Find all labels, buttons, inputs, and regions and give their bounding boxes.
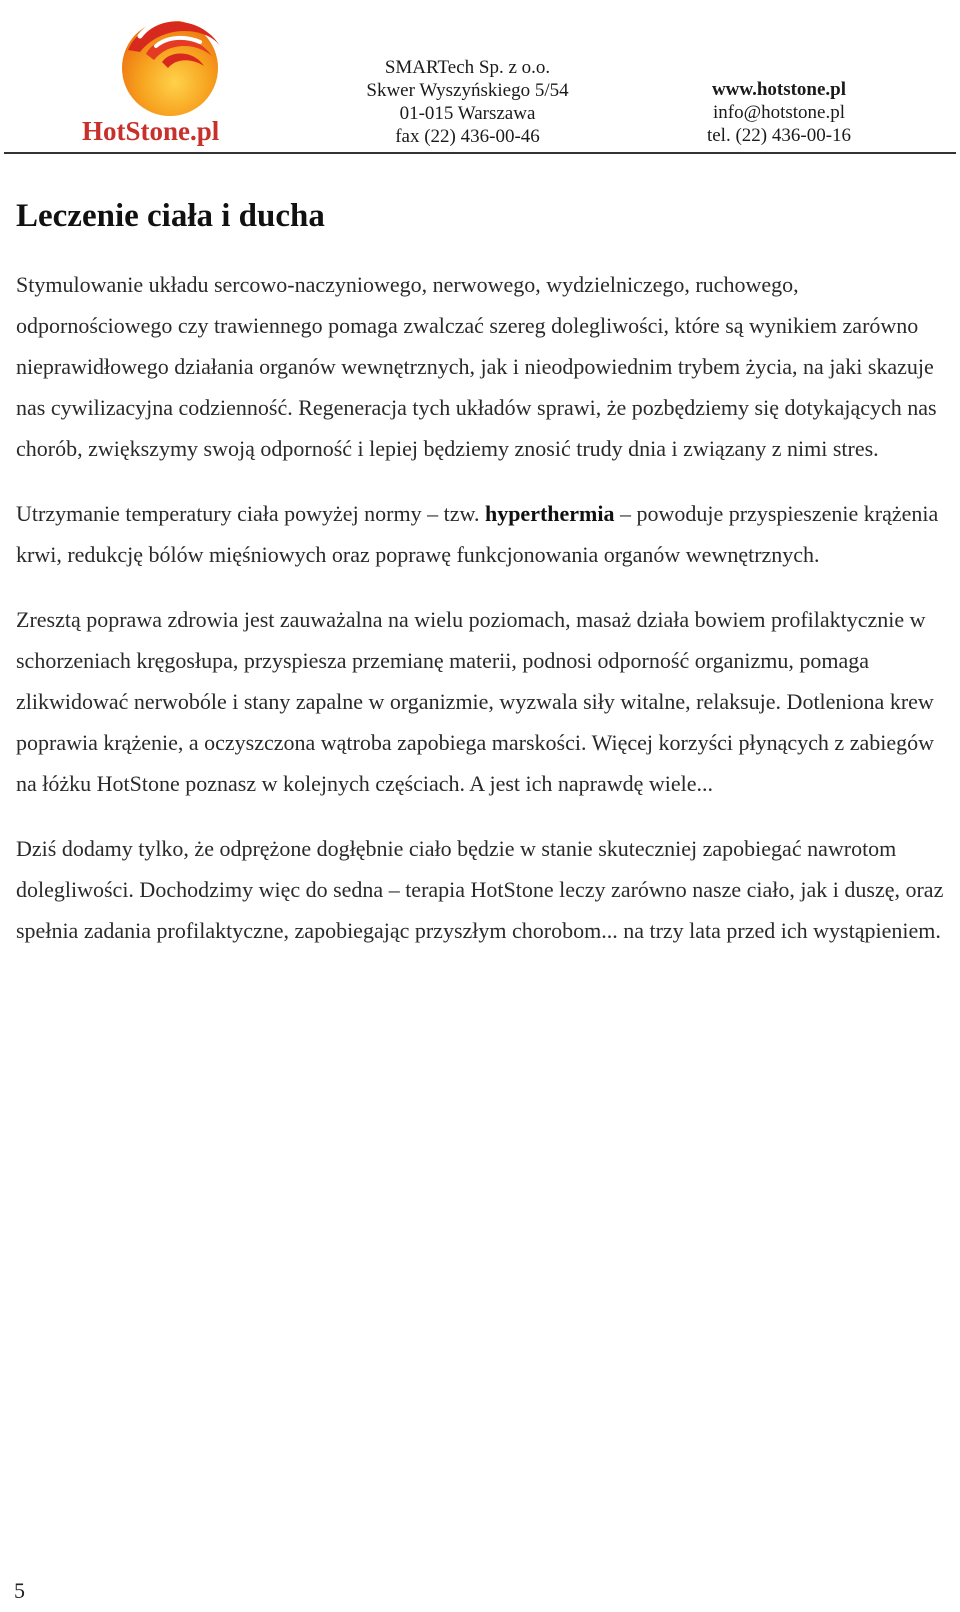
company-street: Skwer Wyszyńskiego 5/54	[366, 80, 569, 101]
brand-name: HotStone.pl	[82, 116, 220, 146]
paragraph-4: Dziś dodamy tylko, że odprężone dogłębnie ciało będzie w stanie skuteczniej zapobiegać nawrotom dolegliwości. Dochodzimy więc do sedna – terapia HotStone leczy zarówno nasze ciało, jak i duszę, oraz spełnia zadania profilaktyczne, zapobiegając przyszłym chorobom... na trzy lata przed ich wystąpieniem.	[16, 836, 944, 943]
website-link[interactable]: www.hotstone.pl	[711, 79, 847, 100]
paragraph-3: Zresztą poprawa zdrowia jest zauważalna na wielu poziomach, masaż działa bowiem profilaktycznie w schorzeniach kręgosłupa, przyspiesza przemianę materii, podnosi odporność organizmu, pomaga zlikwidować nerwobóle i stany zapalne w organizmie, wyzwala siły witalne, relaksuje. Dotleniona krew poprawia krążenie, a oczyszczona wątroba zapobiega marskości. Więcej korzyści płynących z zabiegów na łóżku HotStone poznasz w kolejnych częściach. A jest ich naprawdę wiele...	[16, 607, 934, 796]
page-title: Leczenie ciała i ducha	[16, 198, 325, 234]
company-name: SMARTech Sp. z o.o.	[384, 57, 551, 78]
paragraph-2-intro: Utrzymanie temperatury ciała powyżej normy – tzw.	[16, 501, 485, 526]
header-divider	[4, 152, 956, 154]
paragraph-2	[16, 493, 944, 575]
paragraph-2-rest: – powoduje przyspieszenie krążenia krwi, redukcję bólów mięśniowych oraz poprawę funkcjonowania organów wewnętrznych.	[16, 501, 939, 567]
email-link[interactable]: info@hotstone.pl	[712, 102, 846, 123]
company-city: 01-015 Warszawa	[399, 103, 536, 124]
company-fax: fax (22) 436-00-46	[395, 126, 540, 147]
hotstone-logo-icon	[112, 6, 230, 118]
page-number: 5	[14, 1578, 25, 1603]
hyperthermia-term: hyperthermia	[484, 501, 615, 526]
document-header	[0, 0, 960, 155]
company-address	[340, 56, 595, 148]
contact-info	[664, 78, 894, 147]
phone-number: tel. (22) 436-00-16	[706, 125, 852, 146]
paragraph-1: Stymulowanie układu sercowo-naczyniowego, nerwowego, wydzielniczego, ruchowego, odpornościowego czy trawiennego pomaga zwalczać szereg dolegliwości, które są wynikiem zarówno nieprawidłowego działania organów wewnętrznych, jak i nieodpowiednim trybem życia, na jaki skazuje nas cywilizacyjna codzienność. Regeneracja tych układów sprawi, że pozbędziemy się dotykających nas chorób, zwiększymy swoją odporność i lepiej będziemy znosić trudy dnia i związany z nimi stres.	[16, 272, 937, 461]
article-body	[16, 264, 944, 975]
